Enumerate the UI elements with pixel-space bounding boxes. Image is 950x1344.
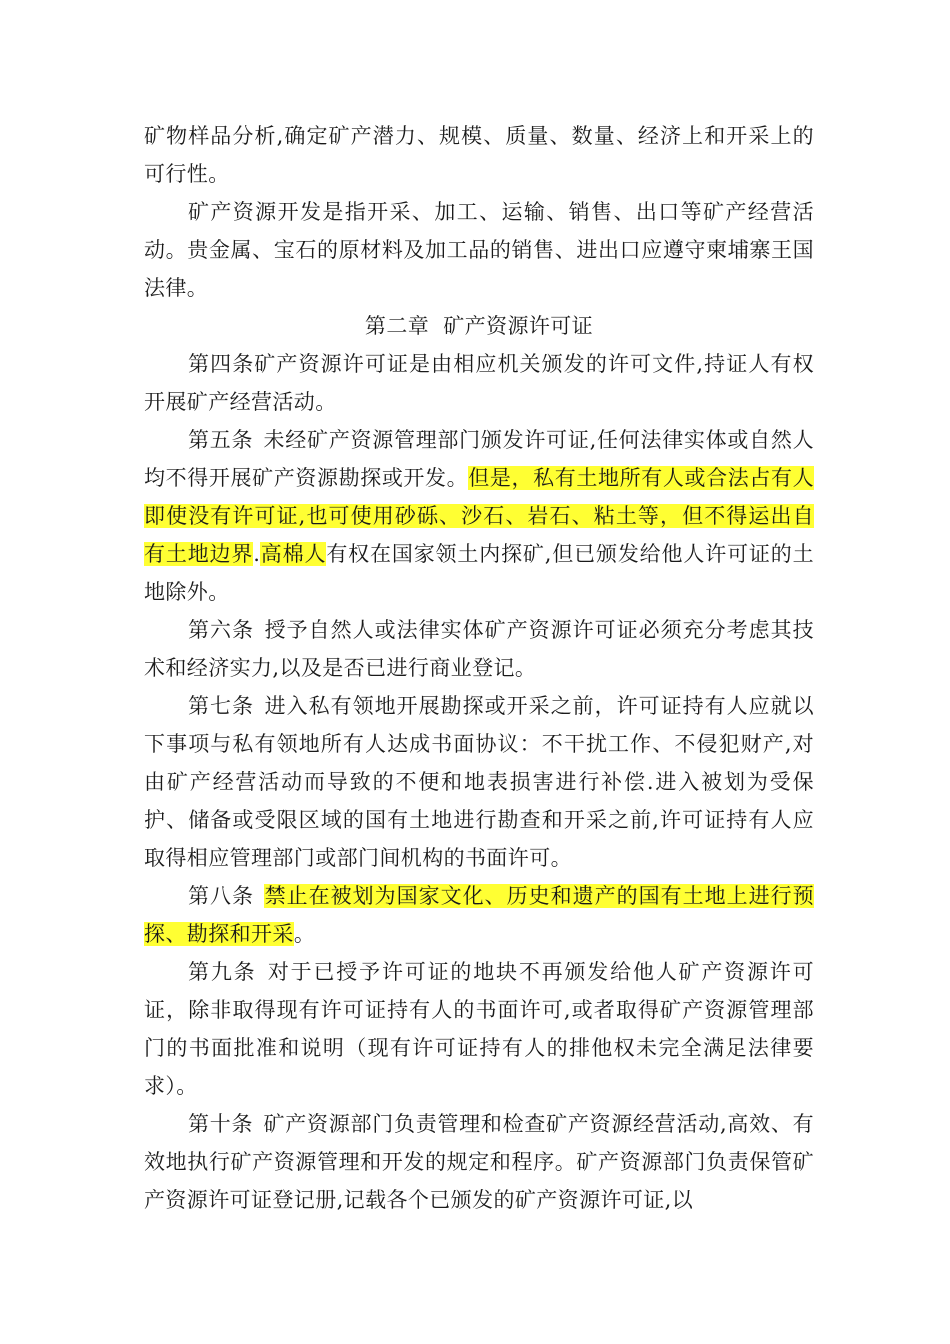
article-5-text-2: 有权在国家领土内探矿,但已颁发给他人许可证的土地除外。 [144, 542, 815, 604]
article-7-text: 进入私有领地开展勘探或开采之前，许可证持有人应就以下事项与私有领地所有人达成书面协议：不干扰工作、不侵犯财产,对由矿产经营活动而导致的不便和地表损害进行补偿.进入被划为受保护、储备或受限区域的国有土地进行勘查和开采之前,许可证持有人应取得相应管理部门或部门间机构的书面许可。 [144, 694, 814, 870]
article-5-highlight-2: 高棉人 [260, 542, 327, 566]
article-10-label: 第十条 [188, 1112, 254, 1136]
article-5-dot: . [253, 542, 261, 566]
paragraph-mining-development: 矿产资源开发是指开采、加工、运输、销售、出口等矿产经营活动。贵金属、宝石的原材料及加工品的销售、进出口应遵守柬埔寨王国法律。 [144, 200, 814, 300]
article-5-text-1: 未经矿产资源管理部门颁发许可证,任何法律实体或自然人均不得开展矿产资源勘探或开发。 [144, 428, 815, 490]
document-body [144, 117, 814, 1219]
article-6 [144, 611, 814, 687]
article-6-label: 第六条 [188, 618, 254, 642]
article-5 [144, 421, 814, 611]
article-9 [144, 953, 814, 1105]
article-10 [144, 1105, 814, 1219]
paragraph-continuation: 矿物样品分析,确定矿产潜力、规模、质量、数量、经济上和开采上的可行性。 [144, 124, 814, 186]
article-7-label: 第七条 [188, 694, 254, 718]
article-10-text: 矿产资源部门负责管理和检查矿产资源经营活动,高效、有效地执行矿产资源管理和开发的规定和程序。矿产资源部门负责保管矿产资源许可证登记册,记载各个已颁发的矿产资源许可证,以 [144, 1112, 815, 1212]
article-9-label: 第九条 [188, 960, 257, 984]
article-8-highlight: 禁止在被划为国家文化、历史和遗产的国有土地上进行预探、勘探和开采 [144, 884, 814, 946]
article-6-text: 授予自然人或法律实体矿产资源许可证必须充分考虑其技术和经济实力,以及是否已进行商业登记。 [144, 618, 814, 680]
article-5-label: 第五条 [188, 428, 254, 452]
chapter-heading: 第二章 矿产资源许可证 [364, 314, 594, 338]
article-8-end: 。 [293, 922, 316, 946]
article-4: 第四条矿产资源许可证是由相应机关颁发的许可文件,持证人有权开展矿产经营活动。 [144, 352, 814, 414]
article-5-highlight-1: 但是，私有土地所有人或合法占有人即使没有许可证,也可使用砂砾、沙石、岩石、粘土等，但不得运出自有土地边界 [144, 466, 814, 566]
article-8 [144, 877, 814, 953]
article-8-label: 第八条 [188, 884, 254, 908]
article-9-text: 对于已授予许可证的地块不再颁发给他人矿产资源许可证，除非取得现有许可证持有人的书面许可,或者取得矿产资源管理部门的书面批准和说明（现有许可证持有人的排他权未完全满足法律要求）。 [144, 960, 814, 1098]
article-7 [144, 687, 814, 877]
